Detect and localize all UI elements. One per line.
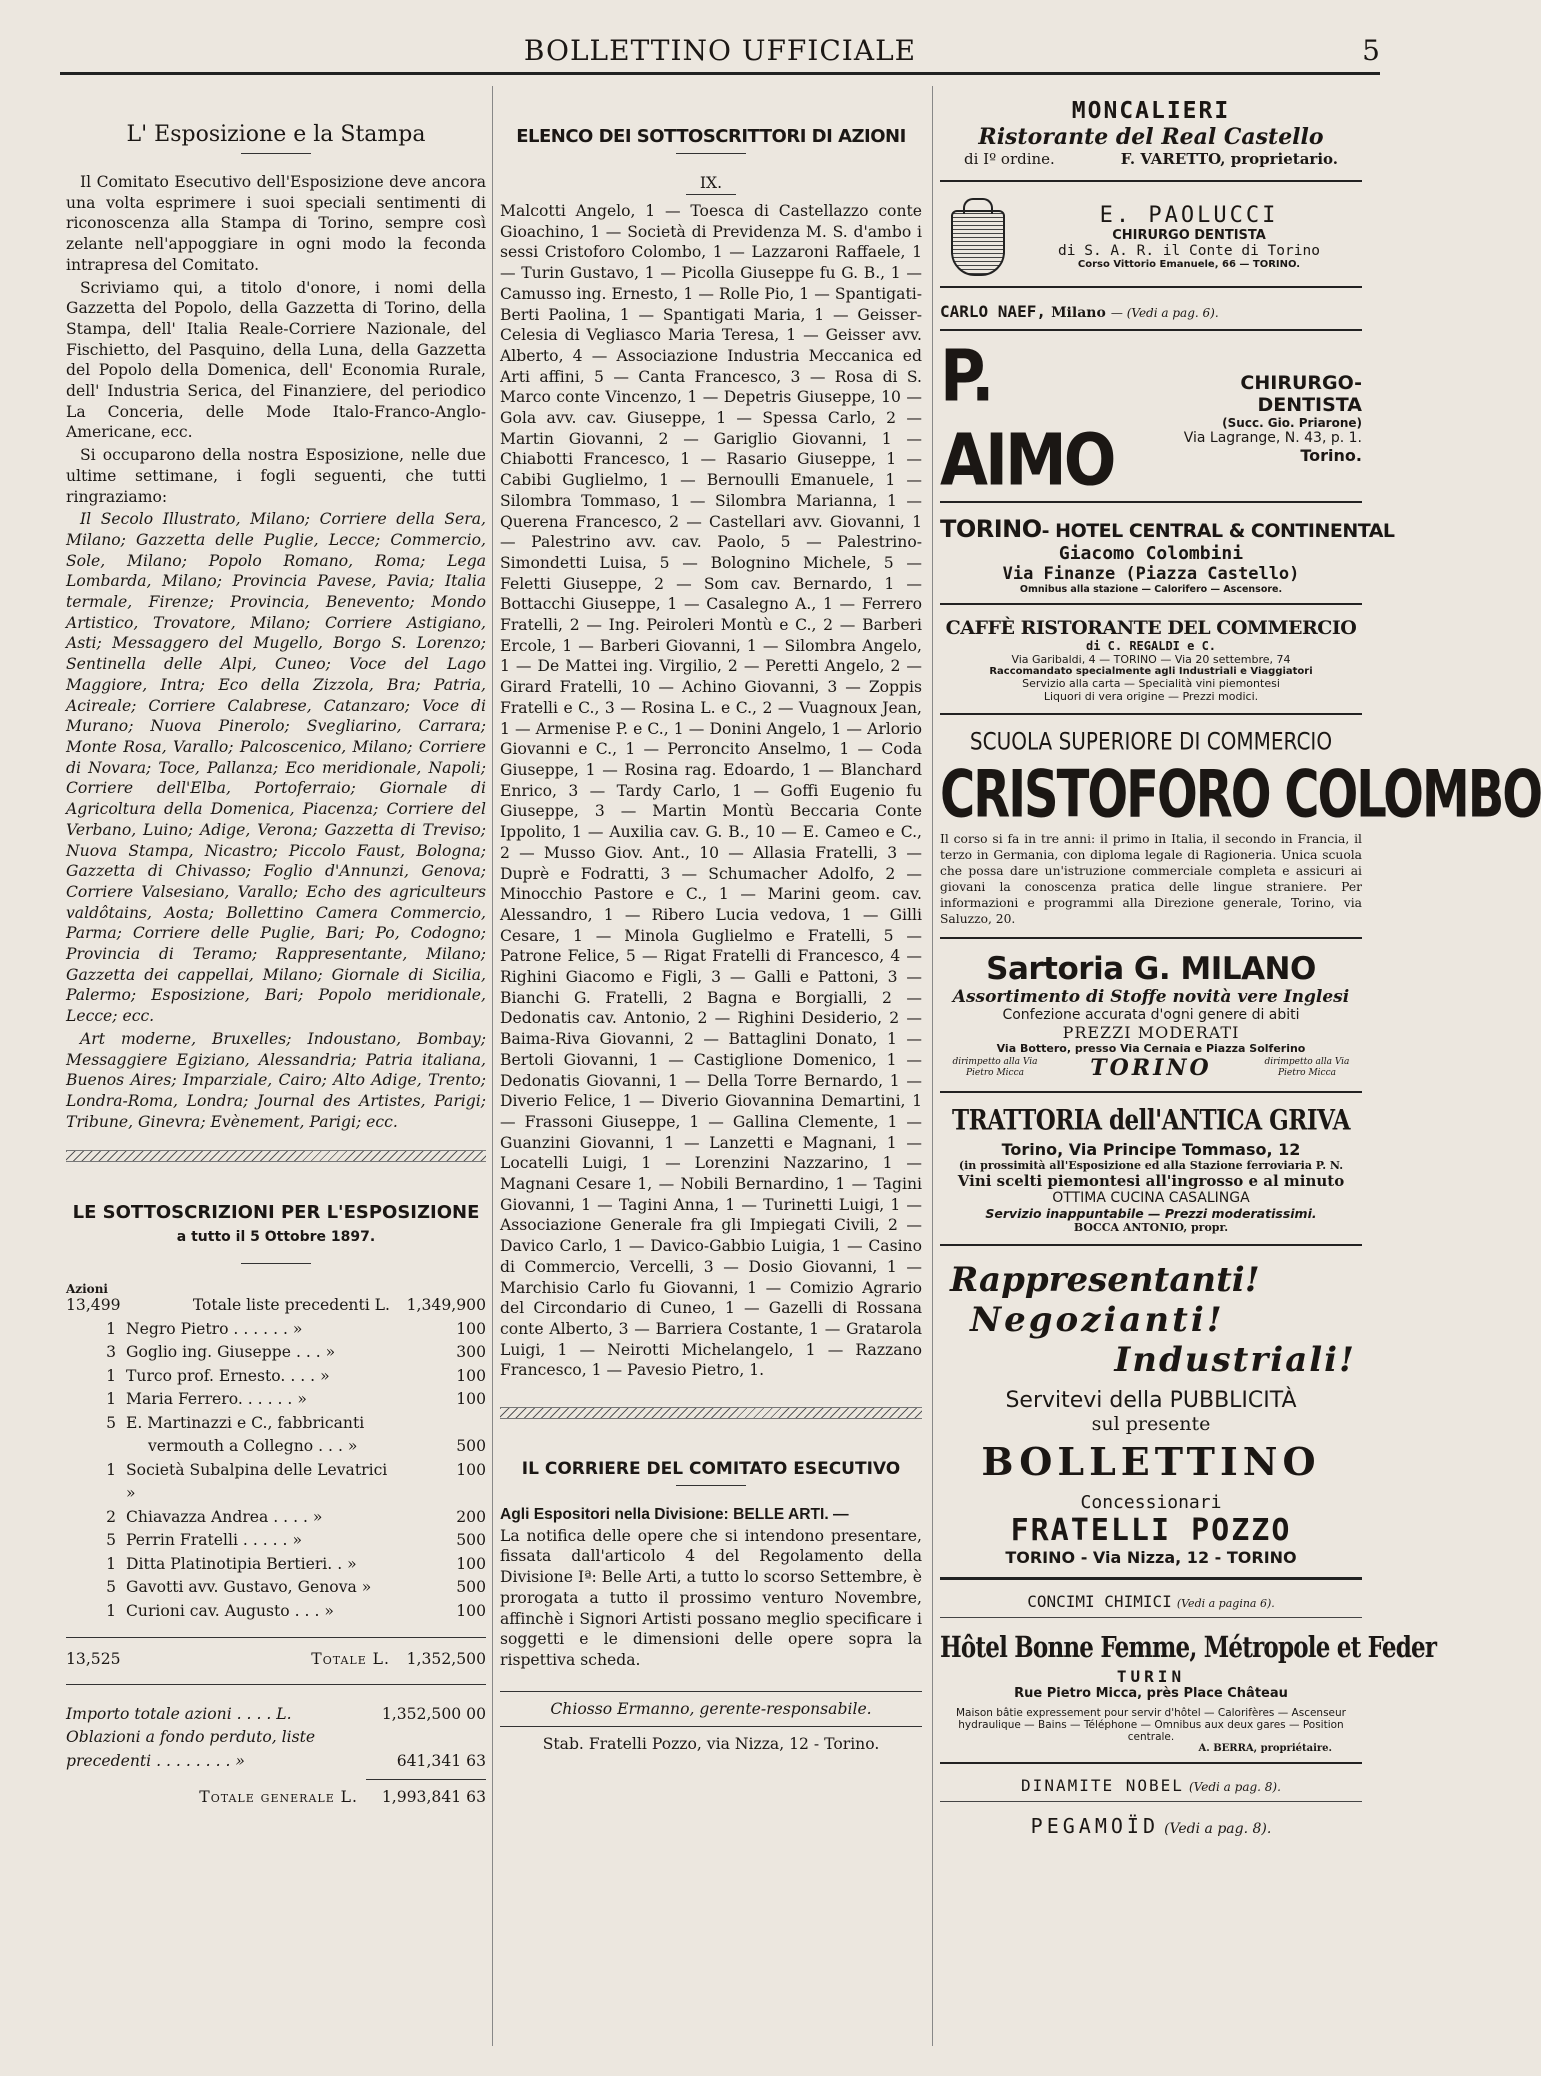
oblazioni-label: Oblazioni a fondo perduto, liste precedenti . . . . . . . . » bbox=[66, 1728, 316, 1770]
ad-title: MONCALIERI bbox=[1071, 98, 1231, 124]
ad-bonne-femme bbox=[940, 1618, 1437, 1764]
page-header bbox=[60, 30, 1380, 75]
ad-text: Vini scelti piemontesi all'ingrosso e al minuto bbox=[957, 1172, 1345, 1190]
subscriptions-date: a tutto il 5 Ottobre 1897. bbox=[176, 1229, 376, 1246]
ad-subtitle: Ristorante del Real Castello bbox=[978, 124, 1324, 150]
ad-title: TORINO bbox=[940, 515, 1042, 543]
subscriptions-total bbox=[66, 1648, 486, 1672]
ad-text: Concessionari bbox=[1080, 1492, 1222, 1513]
ad-title: CAFFÈ RISTORANTE DEL COMMERCIO bbox=[945, 617, 1357, 639]
ad-title: DINAMITE NOBEL bbox=[1021, 1776, 1184, 1795]
ad-text: (Succ. Gio. Priarone) bbox=[1222, 415, 1362, 430]
ad-title: FRATELLI POZZO bbox=[1010, 1513, 1292, 1548]
ad-text: Rue Pietro Micca, près Place Château bbox=[1014, 1686, 1288, 1701]
ad-text: sul presente bbox=[1091, 1413, 1211, 1435]
ad-moncalieri bbox=[940, 88, 1362, 182]
ad-text: TURIN bbox=[1116, 1667, 1186, 1686]
ad-title: SCUOLA SUPERIORE DI COMMERCIO bbox=[969, 726, 1333, 756]
ad-text: Torino. bbox=[1300, 445, 1362, 465]
article-paragraph: Scriviamo qui, a titolo d'onore, i nomi della Gazzetta del Popolo, della Gazzetta di Torino, della Stampa, dell' Italia Reale-Corriere Nazionale, del Fischietto, del Pasquino, della Luna, della Gazzetta del Popolo della Domenica, dell' Economia Rurale, dell' Industria Serica, del Finanziere, del periodico La Conceria, delle Mode Italo-Franco-Anglo-Americane, ecc. bbox=[66, 278, 486, 442]
subscriber-cell: Maria Ferrero. . . . . . » bbox=[126, 1390, 307, 1409]
ad-text: BOCCA ANTONIO, propr. bbox=[1073, 1221, 1229, 1234]
importo-amount: 1,352,500 00 bbox=[381, 1704, 486, 1723]
ad-text: di Iº ordine. bbox=[964, 150, 1055, 168]
ad-text: Via Bottero, presso Via Cernaia e Piazza Solferino bbox=[996, 1042, 1306, 1055]
ad-text: PREZZI MODERATI bbox=[1062, 1023, 1240, 1042]
subscriber-cell: Negro Pietro . . . . . . » bbox=[126, 1319, 303, 1338]
ad-text: Via Garibaldi, 4 — TORINO — Via 20 settembre, 74 bbox=[1011, 653, 1291, 666]
shares-cell: 1 bbox=[106, 1601, 116, 1620]
ad-aimo bbox=[940, 331, 1362, 503]
table-row bbox=[66, 1576, 486, 1600]
ad-text: dirimpetto alla Via Pietro Micca bbox=[952, 1057, 1038, 1078]
ad-title: BOLLETTINO bbox=[981, 1439, 1321, 1484]
subscriber-cell: Gavotti avv. Gustavo, Genova » bbox=[126, 1578, 372, 1597]
column-middle bbox=[500, 88, 922, 1753]
ad-title: CRISTOFORO COLOMBO bbox=[940, 757, 1541, 833]
grand-total bbox=[66, 1786, 486, 1810]
subscriptions-heading: LE SOTTOSCRIZIONI PER L'ESPOSIZIONE bbox=[72, 1202, 480, 1224]
ad-title: Rappresentanti! bbox=[950, 1260, 1260, 1300]
table-rule bbox=[66, 1684, 486, 1685]
ad-text: TORINO - Via Nizza, 12 - TORINO bbox=[1005, 1548, 1297, 1567]
ad-text: Giacomo Colombini bbox=[1058, 543, 1244, 564]
column-left bbox=[66, 88, 486, 1810]
table-row bbox=[66, 1435, 486, 1459]
ad-text: Omnibus alla stazione — Calorifero — Ascensore. bbox=[1019, 584, 1283, 595]
ad-text: Assortimento di Stoffe novità vere Inglesi bbox=[952, 987, 1350, 1007]
shares-cell: 1 bbox=[106, 1554, 116, 1573]
ad-text: Raccomandato specialmente agli Industriali e Viaggiatori bbox=[989, 666, 1313, 677]
ad-pubblicita bbox=[940, 1246, 1362, 1580]
amount-cell: 500 bbox=[456, 1578, 486, 1597]
table-row bbox=[66, 1600, 486, 1624]
shares-cell: 5 bbox=[106, 1578, 116, 1597]
subscriber-cell: Perrin Fratelli . . . . . » bbox=[126, 1531, 303, 1550]
column-divider bbox=[932, 86, 933, 2046]
ad-title: CONCIMI CHIMICI bbox=[1027, 1592, 1172, 1611]
ad-text: CHIRURGO DENTISTA bbox=[1112, 227, 1266, 243]
ad-text: dirimpetto alla Via Pietro Micca bbox=[1264, 1057, 1350, 1078]
ad-text: (Vedi a pag. 8). bbox=[1164, 1821, 1272, 1837]
table-rule bbox=[366, 1779, 486, 1780]
shares-cell: 1 bbox=[106, 1460, 116, 1479]
ad-text: (Vedi a pag. 8). bbox=[1189, 1780, 1281, 1794]
total-amount: 1,352,500 bbox=[406, 1650, 486, 1669]
elenco-heading: ELENCO DEI SOTTOSCRITTORI DI AZIONI bbox=[516, 126, 906, 147]
ad-paolucci bbox=[940, 182, 1362, 288]
column-divider bbox=[492, 86, 493, 2046]
ad-text: Confezione accurata d'ogni genere di abiti bbox=[1002, 1007, 1300, 1023]
ad-text: A. BERRA, propriétaire. bbox=[1198, 1743, 1332, 1754]
subscriber-cell: Curioni cav. Augusto . . . » bbox=[126, 1601, 334, 1620]
ad-text: Servizio alla carta — Specialità vini piemontesi bbox=[1022, 677, 1280, 690]
ad-text: — (Vedi a pag. 6). bbox=[1110, 306, 1219, 320]
azioni-label: Azioni bbox=[66, 1282, 108, 1297]
table-row bbox=[66, 1553, 486, 1577]
article-heading-esposizione: L' Esposizione e la Stampa bbox=[126, 122, 426, 147]
amount-cell: 1,349,900 bbox=[406, 1296, 486, 1315]
divider bbox=[241, 1263, 311, 1264]
ad-caffe-commercio bbox=[940, 605, 1362, 715]
article-paragraph: Il Comitato Esecutivo dell'Esposizione deve ancora una volta esprimere i suoi speciali sentimenti di riconoscenza alla Stampa di Torino, sempre così zelante nell'appoggiare in ogni modo la feconda intrapresa del Comitato. bbox=[66, 173, 486, 274]
ad-text: TORINO bbox=[1090, 1055, 1212, 1081]
ad-text: CHIRURGO-DENTISTA bbox=[1240, 371, 1362, 416]
total-shares: 13,525 bbox=[66, 1650, 121, 1669]
table-rule bbox=[66, 1637, 486, 1638]
corriere-text: La notifica delle opere che si intendono presentare, fissata dall'articolo 4 del Regolamento della Divisione Iª: Belle Arti, a tutto lo scorso Settembre, è prorogata a tutto il prossimo venturo Novembre, affinchè i Signori Artisti possano meglio specificare i soggetti e le dimensioni delle opere sopra la rispettiva scheda. bbox=[500, 1526, 922, 1669]
ad-text: Milano bbox=[1051, 305, 1106, 321]
ad-text: F. VARETTO, proprietario. bbox=[1120, 150, 1338, 168]
ornamental-divider bbox=[66, 1150, 486, 1162]
subscriber-cell: Ditta Platinotipia Bertieri. . » bbox=[126, 1554, 357, 1573]
ad-title: Sartoria G. MILANO bbox=[986, 951, 1316, 987]
subscribers-list: Malcotti Angelo, 1 — Toesca di Castellazzo conte Gioachino, 1 — Società di Previdenza M. S. d'ambo i sessi Cristoforo Colombo, 1 — Lazzaroni Raffaele, 1 — Turin Gustavo, 1 — Picolla Giuseppe fu G. B., 1 — Camusso ing. Ernesto, 1 — Rolle Pio, 1 — Spantigati-Berti Paolina, 1 — Spantigati Maria, 1 — Geisser-Celesia di Vegliasco Maria Teresa, 1 — Geisser avv. Alberto, 4 — Associazione Industria Meccanica ed Arti affini, 5 — Canta Francesco, 3 — Rosa di S. Marco conte Vincenzo, 1 — Depetris Giuseppe, 10 — Gola avv. cav. Giuseppe, 1 — Spessa Carlo, 2 — Martin Giovanni, 2 — Gariglio Giovanni, 1 — Chiabotti Francesco, 1 — Rasario Giuseppe, 1 — Cabibi Guglielmo, 1 — Bernoulli Emanuele, 1 — Silombra Tommaso, 1 — Silombra Marianna, 1 — Querena Francesco, 2 — Castellari avv. Giovanni, 1 — Palestrino avv. cav. Paolo, 5 — Palestrino-Simondetti Luisa, 5 — Bolognino Michele, 5 — Feletti Giuseppe, 2 — Som cav. Bernardo, 1 — Bottacchi Giuseppe, 1 — Casalegno A., 1 — Ferrero Fratelli, 2 — Ing. Peiroleri Montù e C., 2 — Barberi Ercole, 1 — Barberi Giovanni, 1 — Silombra Angelo, 1 — De Mattei ing. Virgilio, 2 — Peretti Angelo, 2 — Girard Fratelli, 10 — Achino Giovanni, 3 — Zoppis Fratelli e C., 3 — Rosina L. e C., 2 — Vuagnoux Jean, 1 — Armenise P. e C., 1 — Donini Angelo, 1 — Arlorio Giovanni e C., 1 — Perroncito Anselmo, 1 — Coda Giuseppe, 1 — Rosina rag. Edoardo, 1 — Blanchard Enrico, 3 — Tardy Carlo, 1 — Goffi Eugenio fu Giuseppe, 3 — Martin Montù Beccaria Conte Ippolito, 1 — Auxilia cav. G. B., 10 — E. Cameo e C., 2 — Musso Giov. Ant., 10 — Allasia Fratelli, 3 — Duprè e Fodratti, 3 — Schumacher Adolfo, 2 — Minocchio Pastore e C., 1 — Marini geom. cav. Alessandro, 1 — Ribero Lucia vedova, 1 — Gilli Cesare, 1 — Minola Guglielmo e Fratelli, 5 — Patrone Felice, 5 — Rigat Fratelli di Francesco, 4 — Righini Giacomo e Figli, 3 — Galli e Pattoni, 3 — Bianchi G. Fratelli, 2 Bagna e Borgialli, 2 — Dedonatis cav. Antonio, 2 — Righini Desiderio, 2 — Baima-Riva Giovanni, 2 — Battaglini Donato, 1 — Bertoli Giovanni, 1 — Castiglione Domenico, 1 — Dedonatis Giovanni, 1 — Della Torre Bernardo, 1 — Diverio Felice, 1 — Diverio Giovannina Demartini, 1 — Frassoni Giuseppe, 1 — Gallina Clemente, 1 — Guanzini Giovanni, 1 — Lanzetti e Magnani, 1 — Locatelli Luigi, 1 — Lorenzini Nazzarino, 1 — Magnani Cesare 1, — Nobili Bernardino, 1 — Tagini Giovanni, 1 — Tagini Anna, 1 — Turinetti Luigi, 1 — Associazione Generale fra gli Impiegati Civili, 2 — Davico Carlo, 1 — Davico-Gabbio Luigia, 1 — Casino di Commercio, Vercelli, 3 — Dosio Giovanni, 1 — Marchisio Carlo fu Giovanni, 1 — Comizio Agrario del Circondario di Cuneo, 1 — Gazelli di Rossana conte Alberto, 3 — Barriera Costante, 1 — Gratarola Luigi, 1 — Neirotti Michelangelo, 1 — Razzano Francesco, 1 — Pavesio Pietro, 1. bbox=[500, 202, 922, 1380]
amount-cell bbox=[396, 1412, 486, 1436]
ad-title: Industriali! bbox=[1114, 1340, 1356, 1380]
shares-cell: 1 bbox=[106, 1366, 116, 1385]
ad-text: Servizio inappuntabile — Prezzi moderatissimi. bbox=[985, 1206, 1317, 1221]
ad-text: (Vedi a pagina 6). bbox=[1176, 1597, 1275, 1610]
table-row bbox=[66, 1459, 486, 1506]
list-number: IX. bbox=[699, 174, 723, 192]
amount-cell: 100 bbox=[456, 1554, 486, 1573]
table-row bbox=[66, 1365, 486, 1389]
shares-cell: 1 bbox=[106, 1319, 116, 1338]
article-paragraph: Art moderne, Bruxelles; Indoustano, Bombay; Messaggiere Egiziano, Alessandria; Patria italiana, Buenos Aires; Imparziale, Cairo; Alto Adige, Trento; Londra-Roma, Londra; Journal des Artistes, Parigi; Tribune, Ginevra; Evènement, Parigi; ecc. bbox=[66, 1029, 486, 1131]
total-label: Totale L. bbox=[311, 1650, 390, 1669]
totals-summary bbox=[66, 1703, 486, 1774]
amount-cell: 200 bbox=[456, 1507, 486, 1526]
ornamental-divider bbox=[500, 1407, 922, 1419]
masthead-title: BOLLETTINO UFFICIALE bbox=[523, 34, 917, 67]
article-paragraph: Il Secolo Illustrato, Milano; Corriere della Sera, Milano; Gazzetta delle Puglie, Lecce; Commercio, Sole, Milano; Popolo Romano, Roma; Lega Lombarda, Milano; Provincia Pavese, Pavia; Italia termale, Firenze; Provincia, Benevento; Mondo Artistico, Trovatore, Milano; Corriere Astigiano, Asti; Messaggero del Mugello, Borgo S. Lorenzo; Sentinella delle Alpi, Cuneo; Voce del Lago Maggiore, Intra; Eco della Zizzola, Bra; Patria, Acireale; Corriere Calabrese, Catanzaro; Voce di Murano; Nuova Pinerolo; Svegliarino, Carrara; Monte Rosa, Varallo; Palcoscenico, Milano; Corriere di Novara; Toce, Pallanza; Eco meridionale, Napoli; Corriere dell'Elba, Portoferraio; Giornale di Agricoltura della Domenica, Piacenza; Corriere del Verbano, Luino; Adige, Verona; Gazzetta di Treviso; Nuova Stampa, Nicastro; Piccolo Faust, Bologna; Gazzetta di Chivasso; Foglio d'Annunzi, Genova; Corriere Valsesiano, Varallo; Echo des agriculteurs valdôtains, Aosta; Bollettino Camera Commercio, Parma; Corriere delle Puglie, Bari; Po, Codogno; Provincia di Teramo; Rappresentante, Milano; Gazzetta dei cappellai, Milano; Giornale di Sicilia, Palermo; Esposizione, Bari; Popolo meridionale, Lecce; ecc. bbox=[66, 510, 486, 1026]
ad-pegamoid bbox=[940, 1802, 1362, 1844]
ad-title: Hôtel Bonne Femme, Métropole et Feder bbox=[940, 1630, 1437, 1665]
printer-line: Stab. Fratelli Pozzo, via Nizza, 12 - Torino. bbox=[542, 1734, 880, 1753]
importo-label: Importo totale azioni . . . . L. bbox=[66, 1704, 292, 1723]
ad-trattoria bbox=[940, 1093, 1362, 1246]
shares-cell bbox=[66, 1435, 126, 1459]
divider bbox=[676, 153, 746, 154]
ad-text: Via Finanze (Piazza Castello) bbox=[1002, 564, 1300, 584]
divider bbox=[676, 1485, 746, 1486]
shares-cell: 3 bbox=[106, 1343, 116, 1362]
ad-hotel-central bbox=[940, 503, 1395, 605]
subscriber-cell: Turco prof. Ernesto. . . . » bbox=[126, 1366, 330, 1385]
gerente-line: Chiosso Ermanno, gerente-responsabile. bbox=[550, 1699, 872, 1718]
ad-title: TRATTORIA dell'ANTICA GRIVA bbox=[951, 1104, 1351, 1137]
subscriptions-table bbox=[66, 1294, 486, 1623]
ad-text: Maison bâtie expressement pour servir d'hôtel — Calorifères — Ascenseur hydraulique — Bains — Téléphone — Omnibus aux deux gares — Position centrale. bbox=[956, 1707, 1346, 1743]
ad-title: P. AIMO bbox=[940, 334, 1114, 502]
ad-naef bbox=[940, 288, 1362, 331]
ad-text: di C. REGALDI e C. bbox=[1085, 639, 1217, 653]
ad-concimi bbox=[940, 1580, 1362, 1618]
amount-cell: 100 bbox=[456, 1390, 486, 1409]
ad-text: Servitevi della PUBBLICITÀ bbox=[1005, 1388, 1297, 1413]
amount-cell: 100 bbox=[456, 1319, 486, 1338]
subscriber-cell: Chiavazza Andrea . . . . » bbox=[126, 1507, 323, 1526]
subscriber-cell: E. Martinazzi e C., fabbricanti bbox=[126, 1413, 365, 1432]
subscriber-cell: Società Subalpina delle Levatrici » bbox=[126, 1460, 388, 1503]
subscriber-cell: vermouth a Collegno . . . » bbox=[148, 1437, 358, 1456]
ad-text: Via Lagrange, N. 43, p. 1. bbox=[1183, 429, 1362, 446]
ad-text: Liquori di vera origine — Prezzi modici. bbox=[1043, 690, 1259, 703]
amount-cell: 300 bbox=[456, 1343, 486, 1362]
ad-text: di S. A. R. il Conte di Torino bbox=[1058, 242, 1320, 259]
ad-text: Corso Vittorio Emanuele, 66 — TORINO. bbox=[1077, 258, 1301, 270]
amount-cell: 500 bbox=[456, 1531, 486, 1550]
divider bbox=[500, 1691, 922, 1692]
ad-title: E. PAOLUCCI bbox=[1099, 202, 1279, 228]
corriere-lead: Agli Espositori nella Divisione: BELLE ARTI. — bbox=[500, 1506, 849, 1524]
ad-title: CARLO NAEF, bbox=[940, 302, 1046, 321]
divider bbox=[241, 153, 311, 154]
article-paragraph: Si occuparono della nostra Esposizione, nelle due ultime settimane, i fogli seguenti, che tutti ringraziamo: bbox=[66, 446, 486, 506]
amount-cell: 100 bbox=[456, 1601, 486, 1620]
oblazioni-amount: 641,341 63 bbox=[396, 1751, 486, 1770]
ad-title: PEGAMOÏD bbox=[1030, 1814, 1159, 1838]
ad-dinamite bbox=[940, 1764, 1362, 1802]
table-row bbox=[66, 1341, 486, 1365]
shares-cell: 5 bbox=[106, 1413, 116, 1432]
ad-text: OTTIMA CUCINA CASALINGA bbox=[1052, 1190, 1250, 1206]
grand-total-label: Totale generale L. bbox=[199, 1788, 358, 1807]
table-row bbox=[66, 1506, 486, 1530]
table-row bbox=[66, 1294, 486, 1318]
page-number: 5 bbox=[1362, 34, 1380, 67]
amount-cell: 100 bbox=[456, 1460, 486, 1479]
ad-text: Torino, Via Principe Tommaso, 12 bbox=[1001, 1140, 1301, 1159]
column-ads bbox=[940, 88, 1541, 1844]
subscriber-cell: Totale liste precedenti L. bbox=[192, 1296, 390, 1315]
subscriber-cell: Goglio ing. Giuseppe . . . » bbox=[126, 1343, 336, 1362]
table-row bbox=[66, 1388, 486, 1412]
ad-text: Il corso si fa in tre anni: il primo in Italia, il secondo in Francia, il terzo in Germania, con diploma legale di Ragioneria. Unica scuola che possa dare un'istruzione commerciale completa e assicuri ai giovani la conoscenza pratica delle lingue straniere. Per informazioni e programmi alla Direzione generale, Torino, via Saluzzo, 20. bbox=[940, 832, 1362, 926]
shares-cell: 13,499 bbox=[66, 1296, 121, 1315]
corriere-heading: IL CORRIERE DEL COMITATO ESECUTIVO bbox=[521, 1459, 901, 1480]
table-row bbox=[66, 1318, 486, 1342]
shares-cell: 1 bbox=[106, 1390, 116, 1409]
divider bbox=[500, 1726, 922, 1727]
amount-cell: 100 bbox=[456, 1366, 486, 1385]
table-row bbox=[66, 1412, 486, 1436]
ad-sartoria bbox=[940, 939, 1362, 1093]
ad-text: (in prossimità all'Esposizione ed alla Stazione ferroviaria P. N. bbox=[958, 1159, 1344, 1172]
coat-of-arms-icon bbox=[951, 210, 1005, 276]
table-row bbox=[66, 1529, 486, 1553]
grand-total-amount: 1,993,841 63 bbox=[381, 1788, 486, 1807]
divider bbox=[686, 194, 736, 195]
ad-title: Negozianti! bbox=[970, 1300, 1225, 1340]
ad-scuola-commercio bbox=[940, 715, 1541, 939]
shares-cell: 2 bbox=[106, 1507, 116, 1526]
ad-title: - HOTEL CENTRAL & CONTINENTAL bbox=[1041, 520, 1395, 542]
shares-cell: 5 bbox=[106, 1531, 116, 1550]
amount-cell: 500 bbox=[456, 1437, 486, 1456]
